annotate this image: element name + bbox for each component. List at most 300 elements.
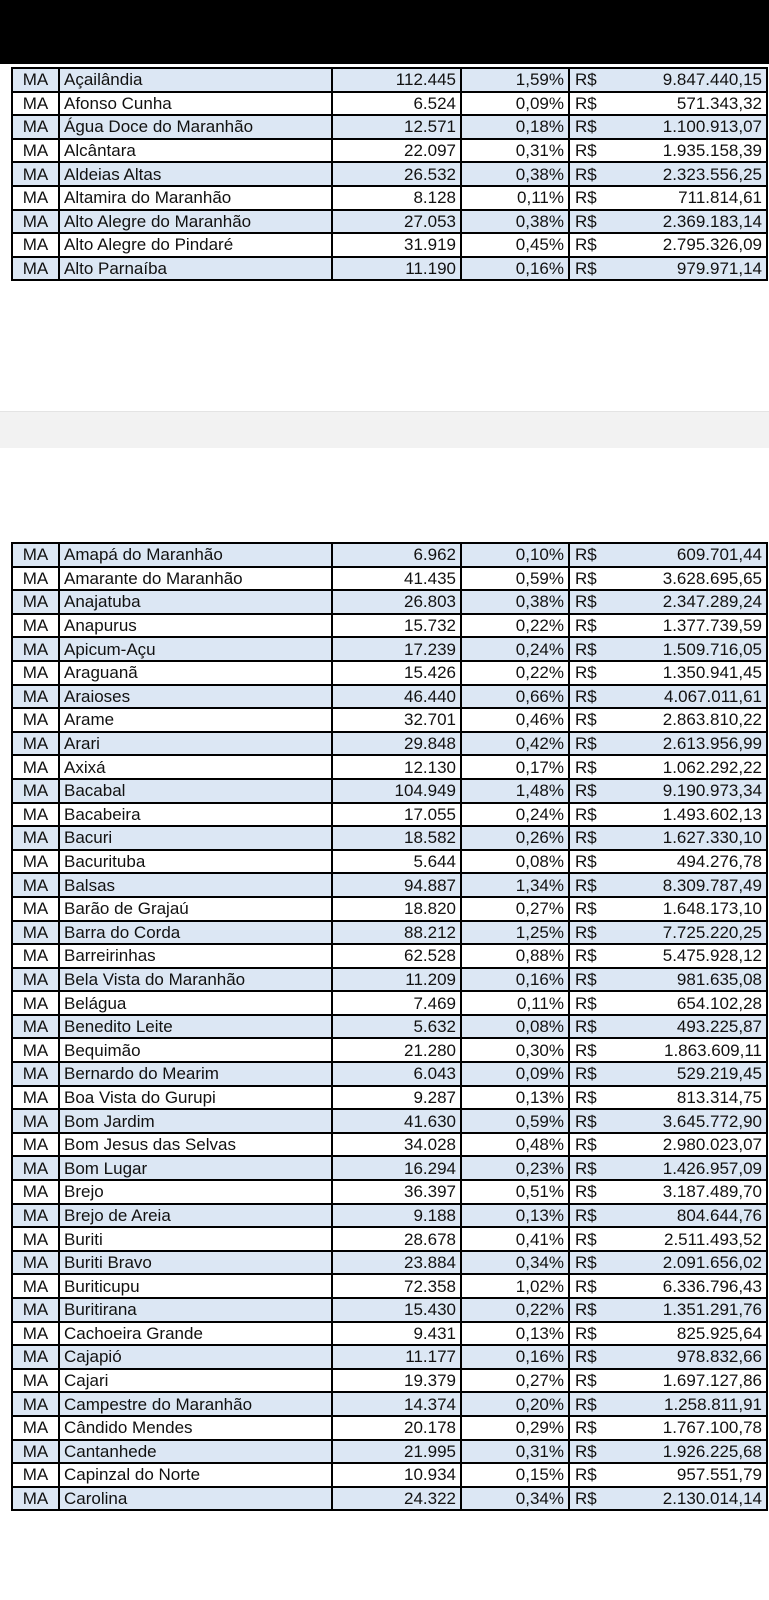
table-row [12,1322,767,1346]
uf-cell: MA [12,779,59,803]
valor-cell: 957.551,79 [626,1463,767,1487]
moeda-cell: R$ [569,779,626,803]
municipio-cell: Barreirinhas [59,944,332,968]
moeda-cell: R$ [569,637,626,661]
moeda-cell: R$ [569,162,626,186]
valor-cell: 1.426.957,09 [626,1156,767,1180]
valor-cell: 2.369.183,14 [626,210,767,234]
municipios-table-1 [11,67,768,281]
valor-cell: 2.795.326,09 [626,233,767,257]
table-row [12,708,767,732]
populacao-cell: 7.469 [332,991,461,1015]
valor-cell: 1.648.173,10 [626,897,767,921]
percentual-cell: 0,16% [461,1345,569,1369]
valor-cell: 1.350.941,45 [626,661,767,685]
percentual-cell: 0,34% [461,1251,569,1275]
percentual-cell: 0,16% [461,968,569,992]
municipio-cell: Barra do Corda [59,921,332,945]
municipio-cell: Água Doce do Maranhão [59,115,332,139]
populacao-cell: 62.528 [332,944,461,968]
table-row [12,755,767,779]
valor-cell: 2.511.493,52 [626,1227,767,1251]
uf-cell: MA [12,755,59,779]
valor-cell: 1.863.609,11 [626,1038,767,1062]
valor-cell: 1.351.291,76 [626,1298,767,1322]
uf-cell: MA [12,233,59,257]
moeda-cell: R$ [569,115,626,139]
percentual-cell: 0,38% [461,590,569,614]
uf-cell: MA [12,1086,59,1110]
table-row [12,803,767,827]
uf-cell: MA [12,590,59,614]
municipio-cell: Boa Vista do Gurupi [59,1086,332,1110]
populacao-cell: 12.130 [332,755,461,779]
percentual-cell: 0,34% [461,1487,569,1511]
municipio-cell: Araguanã [59,661,332,685]
populacao-cell: 29.848 [332,732,461,756]
percentual-cell: 1,59% [461,68,569,92]
populacao-cell: 8.128 [332,186,461,210]
moeda-cell: R$ [569,826,626,850]
uf-cell: MA [12,139,59,163]
populacao-cell: 23.884 [332,1251,461,1275]
moeda-cell: R$ [569,1487,626,1511]
uf-cell: MA [12,115,59,139]
valor-cell: 825.925,64 [626,1322,767,1346]
municipio-cell: Axixá [59,755,332,779]
populacao-cell: 46.440 [332,685,461,709]
moeda-cell: R$ [569,1392,626,1416]
moeda-cell: R$ [569,590,626,614]
municipio-cell: Apicum-Açu [59,637,332,661]
moeda-cell: R$ [569,1345,626,1369]
moeda-cell: R$ [569,732,626,756]
municipios-table-2 [11,542,768,1511]
municipio-cell: Açailândia [59,68,332,92]
table-row [12,1086,767,1110]
table-row [12,1015,767,1039]
uf-cell: MA [12,637,59,661]
uf-cell: MA [12,567,59,591]
populacao-cell: 72.358 [332,1274,461,1298]
percentual-cell: 0,13% [461,1204,569,1228]
table-row [12,850,767,874]
top-black-bar [0,0,769,64]
moeda-cell: R$ [569,1463,626,1487]
table-row [12,968,767,992]
percentual-cell: 0,17% [461,755,569,779]
valor-cell: 2.613.956,99 [626,732,767,756]
percentual-cell: 0,38% [461,162,569,186]
table-row [12,543,767,567]
uf-cell: MA [12,1392,59,1416]
moeda-cell: R$ [569,1038,626,1062]
municipio-cell: Bom Jardim [59,1109,332,1133]
municipio-cell: Bacabal [59,779,332,803]
table-row [12,1251,767,1275]
municipio-cell: Alto Parnaíba [59,257,332,281]
valor-cell: 1.258.811,91 [626,1392,767,1416]
municipio-cell: Barão de Grajaú [59,897,332,921]
percentual-cell: 1,48% [461,779,569,803]
uf-cell: MA [12,543,59,567]
percentual-cell: 0,38% [461,210,569,234]
populacao-cell: 9.287 [332,1086,461,1110]
municipio-cell: Brejo [59,1180,332,1204]
uf-cell: MA [12,1322,59,1346]
municipio-cell: Buritirana [59,1298,332,1322]
moeda-cell: R$ [569,614,626,638]
uf-cell: MA [12,1038,59,1062]
municipio-cell: Amapá do Maranhão [59,543,332,567]
populacao-cell: 15.430 [332,1298,461,1322]
percentual-cell: 0,13% [461,1322,569,1346]
percentual-cell: 0,10% [461,543,569,567]
percentual-cell: 0,08% [461,850,569,874]
uf-cell: MA [12,1369,59,1393]
uf-cell: MA [12,1487,59,1511]
percentual-cell: 0,16% [461,257,569,281]
uf-cell: MA [12,1274,59,1298]
valor-cell: 981.635,08 [626,968,767,992]
moeda-cell: R$ [569,1133,626,1157]
populacao-cell: 15.732 [332,614,461,638]
uf-cell: MA [12,968,59,992]
municipio-cell: Brejo de Areia [59,1204,332,1228]
table-row [12,1298,767,1322]
uf-cell: MA [12,1015,59,1039]
table-row [12,661,767,685]
populacao-cell: 12.571 [332,115,461,139]
moeda-cell: R$ [569,1227,626,1251]
moeda-cell: R$ [569,1062,626,1086]
moeda-cell: R$ [569,873,626,897]
moeda-cell: R$ [569,210,626,234]
municipio-cell: Buriticupu [59,1274,332,1298]
populacao-cell: 10.934 [332,1463,461,1487]
municipio-cell: Cajari [59,1369,332,1393]
uf-cell: MA [12,991,59,1015]
populacao-cell: 94.887 [332,873,461,897]
moeda-cell: R$ [569,257,626,281]
valor-cell: 5.475.928,12 [626,944,767,968]
table-row [12,1156,767,1180]
populacao-cell: 27.053 [332,210,461,234]
municipio-cell: Araioses [59,685,332,709]
table-row [12,991,767,1015]
valor-cell: 1.627.330,10 [626,826,767,850]
table-row [12,1062,767,1086]
moeda-cell: R$ [569,1015,626,1039]
uf-cell: MA [12,1463,59,1487]
valor-cell: 2.347.289,24 [626,590,767,614]
table-row [12,944,767,968]
uf-cell: MA [12,826,59,850]
valor-cell: 2.980.023,07 [626,1133,767,1157]
valor-cell: 493.225,87 [626,1015,767,1039]
table-row [12,1416,767,1440]
percentual-cell: 0,22% [461,661,569,685]
valor-cell: 3.645.772,90 [626,1109,767,1133]
municipio-cell: Bacuri [59,826,332,850]
municipio-cell: Campestre do Maranhão [59,1392,332,1416]
valor-cell: 1.493.602,13 [626,803,767,827]
populacao-cell: 5.644 [332,850,461,874]
valor-cell: 529.219,45 [626,1062,767,1086]
percentual-cell: 0,27% [461,897,569,921]
percentual-cell: 0,23% [461,1156,569,1180]
uf-cell: MA [12,1156,59,1180]
moeda-cell: R$ [569,944,626,968]
uf-cell: MA [12,210,59,234]
percentual-cell: 1,02% [461,1274,569,1298]
populacao-cell: 112.445 [332,68,461,92]
percentual-cell: 0,20% [461,1392,569,1416]
valor-cell: 8.309.787,49 [626,873,767,897]
valor-cell: 1.767.100,78 [626,1416,767,1440]
uf-cell: MA [12,186,59,210]
moeda-cell: R$ [569,803,626,827]
moeda-cell: R$ [569,1440,626,1464]
table-row [12,732,767,756]
percentual-cell: 0,26% [461,826,569,850]
moeda-cell: R$ [569,186,626,210]
moeda-cell: R$ [569,1156,626,1180]
table-row [12,873,767,897]
valor-cell: 2.323.556,25 [626,162,767,186]
uf-cell: MA [12,1298,59,1322]
municipio-cell: Buriti Bravo [59,1251,332,1275]
municipio-cell: Bernardo do Mearim [59,1062,332,1086]
populacao-cell: 26.532 [332,162,461,186]
municipio-cell: Afonso Cunha [59,92,332,116]
municipio-cell: Bela Vista do Maranhão [59,968,332,992]
percentual-cell: 1,25% [461,921,569,945]
uf-cell: MA [12,1133,59,1157]
percentual-cell: 0,31% [461,1440,569,1464]
percentual-cell: 0,22% [461,614,569,638]
valor-cell: 7.725.220,25 [626,921,767,945]
moeda-cell: R$ [569,1204,626,1228]
table-row [12,897,767,921]
populacao-cell: 11.190 [332,257,461,281]
uf-cell: MA [12,661,59,685]
valor-cell: 571.343,32 [626,92,767,116]
municipio-cell: Amarante do Maranhão [59,567,332,591]
moeda-cell: R$ [569,1298,626,1322]
percentual-cell: 0,11% [461,186,569,210]
populacao-cell: 16.294 [332,1156,461,1180]
valor-cell: 4.067.011,61 [626,685,767,709]
populacao-cell: 15.426 [332,661,461,685]
uf-cell: MA [12,1227,59,1251]
valor-cell: 1.935.158,39 [626,139,767,163]
populacao-cell: 28.678 [332,1227,461,1251]
table-row [12,1227,767,1251]
valor-cell: 1.926.225,68 [626,1440,767,1464]
uf-cell: MA [12,68,59,92]
valor-cell: 3.628.695,65 [626,567,767,591]
table-row [12,1133,767,1157]
percentual-cell: 0,24% [461,803,569,827]
municipio-cell: Belágua [59,991,332,1015]
populacao-cell: 21.995 [332,1440,461,1464]
table-row [12,1463,767,1487]
table-row [12,68,767,92]
valor-cell: 1.377.739,59 [626,614,767,638]
uf-cell: MA [12,897,59,921]
populacao-cell: 21.280 [332,1038,461,1062]
moeda-cell: R$ [569,661,626,685]
uf-cell: MA [12,732,59,756]
moeda-cell: R$ [569,755,626,779]
uf-cell: MA [12,1440,59,1464]
percentual-cell: 0,08% [461,1015,569,1039]
percentual-cell: 0,22% [461,1298,569,1322]
populacao-cell: 32.701 [332,708,461,732]
municipio-cell: Alto Alegre do Pindaré [59,233,332,257]
valor-cell: 813.314,75 [626,1086,767,1110]
populacao-cell: 34.028 [332,1133,461,1157]
valor-cell: 6.336.796,43 [626,1274,767,1298]
populacao-cell: 19.379 [332,1369,461,1393]
percentual-cell: 0,09% [461,1062,569,1086]
populacao-cell: 9.188 [332,1204,461,1228]
municipio-cell: Cachoeira Grande [59,1322,332,1346]
municipio-cell: Cajapió [59,1345,332,1369]
populacao-cell: 26.803 [332,590,461,614]
municipio-cell: Buriti [59,1227,332,1251]
populacao-cell: 31.919 [332,233,461,257]
uf-cell: MA [12,1204,59,1228]
percentual-cell: 0,13% [461,1086,569,1110]
moeda-cell: R$ [569,92,626,116]
populacao-cell: 5.632 [332,1015,461,1039]
percentual-cell: 0,48% [461,1133,569,1157]
municipio-cell: Bom Jesus das Selvas [59,1133,332,1157]
uf-cell: MA [12,921,59,945]
table-row [12,567,767,591]
percentual-cell: 0,41% [461,1227,569,1251]
valor-cell: 1.697.127,86 [626,1369,767,1393]
uf-cell: MA [12,162,59,186]
populacao-cell: 41.435 [332,567,461,591]
percentual-cell: 0,59% [461,1109,569,1133]
valor-cell: 711.814,61 [626,186,767,210]
uf-cell: MA [12,685,59,709]
percentual-cell: 0,59% [461,567,569,591]
uf-cell: MA [12,708,59,732]
valor-cell: 3.187.489,70 [626,1180,767,1204]
municipio-cell: Balsas [59,873,332,897]
municipio-cell: Alto Alegre do Maranhão [59,210,332,234]
uf-cell: MA [12,1062,59,1086]
municipio-cell: Anajatuba [59,590,332,614]
valor-cell: 654.102,28 [626,991,767,1015]
populacao-cell: 88.212 [332,921,461,945]
populacao-cell: 6.962 [332,543,461,567]
populacao-cell: 6.043 [332,1062,461,1086]
uf-cell: MA [12,1251,59,1275]
uf-cell: MA [12,257,59,281]
moeda-cell: R$ [569,68,626,92]
table-row [12,115,767,139]
moeda-cell: R$ [569,1369,626,1393]
municipio-cell: Cândido Mendes [59,1416,332,1440]
percentual-cell: 0,27% [461,1369,569,1393]
moeda-cell: R$ [569,567,626,591]
populacao-cell: 17.239 [332,637,461,661]
municipio-cell: Anapurus [59,614,332,638]
table-row [12,257,767,281]
moeda-cell: R$ [569,1322,626,1346]
populacao-cell: 20.178 [332,1416,461,1440]
valor-cell: 2.091.656,02 [626,1251,767,1275]
uf-cell: MA [12,92,59,116]
table-row [12,1369,767,1393]
table-row [12,92,767,116]
municipio-cell: Bacurituba [59,850,332,874]
table-row [12,1180,767,1204]
municipio-cell: Bacabeira [59,803,332,827]
percentual-cell: 0,18% [461,115,569,139]
municipio-cell: Alcântara [59,139,332,163]
moeda-cell: R$ [569,708,626,732]
uf-cell: MA [12,850,59,874]
table-row [12,637,767,661]
moeda-cell: R$ [569,1109,626,1133]
valor-cell: 804.644,76 [626,1204,767,1228]
table-row [12,233,767,257]
valor-cell: 1.100.913,07 [626,115,767,139]
populacao-cell: 36.397 [332,1180,461,1204]
uf-cell: MA [12,614,59,638]
municipio-cell: Benedito Leite [59,1015,332,1039]
uf-cell: MA [12,1345,59,1369]
valor-cell: 2.130.014,14 [626,1487,767,1511]
municipio-cell: Capinzal do Norte [59,1463,332,1487]
moeda-cell: R$ [569,850,626,874]
table-row [12,139,767,163]
table-row [12,1204,767,1228]
moeda-cell: R$ [569,1416,626,1440]
uf-cell: MA [12,944,59,968]
table-row [12,685,767,709]
percentual-cell: 0,29% [461,1416,569,1440]
municipio-cell: Aldeias Altas [59,162,332,186]
table-row [12,210,767,234]
populacao-cell: 6.524 [332,92,461,116]
percentual-cell: 0,24% [461,637,569,661]
municipio-cell: Bom Lugar [59,1156,332,1180]
table-row [12,1109,767,1133]
valor-cell: 9.190.973,34 [626,779,767,803]
uf-cell: MA [12,1109,59,1133]
percentual-cell: 0,42% [461,732,569,756]
populacao-cell: 18.582 [332,826,461,850]
percentual-cell: 0,46% [461,708,569,732]
table-row [12,1345,767,1369]
moeda-cell: R$ [569,543,626,567]
percentual-cell: 0,11% [461,991,569,1015]
municipio-cell: Cantanhede [59,1440,332,1464]
table-row [12,921,767,945]
moeda-cell: R$ [569,1086,626,1110]
moeda-cell: R$ [569,1274,626,1298]
percentual-cell: 0,51% [461,1180,569,1204]
table-row [12,186,767,210]
valor-cell: 2.863.810,22 [626,708,767,732]
